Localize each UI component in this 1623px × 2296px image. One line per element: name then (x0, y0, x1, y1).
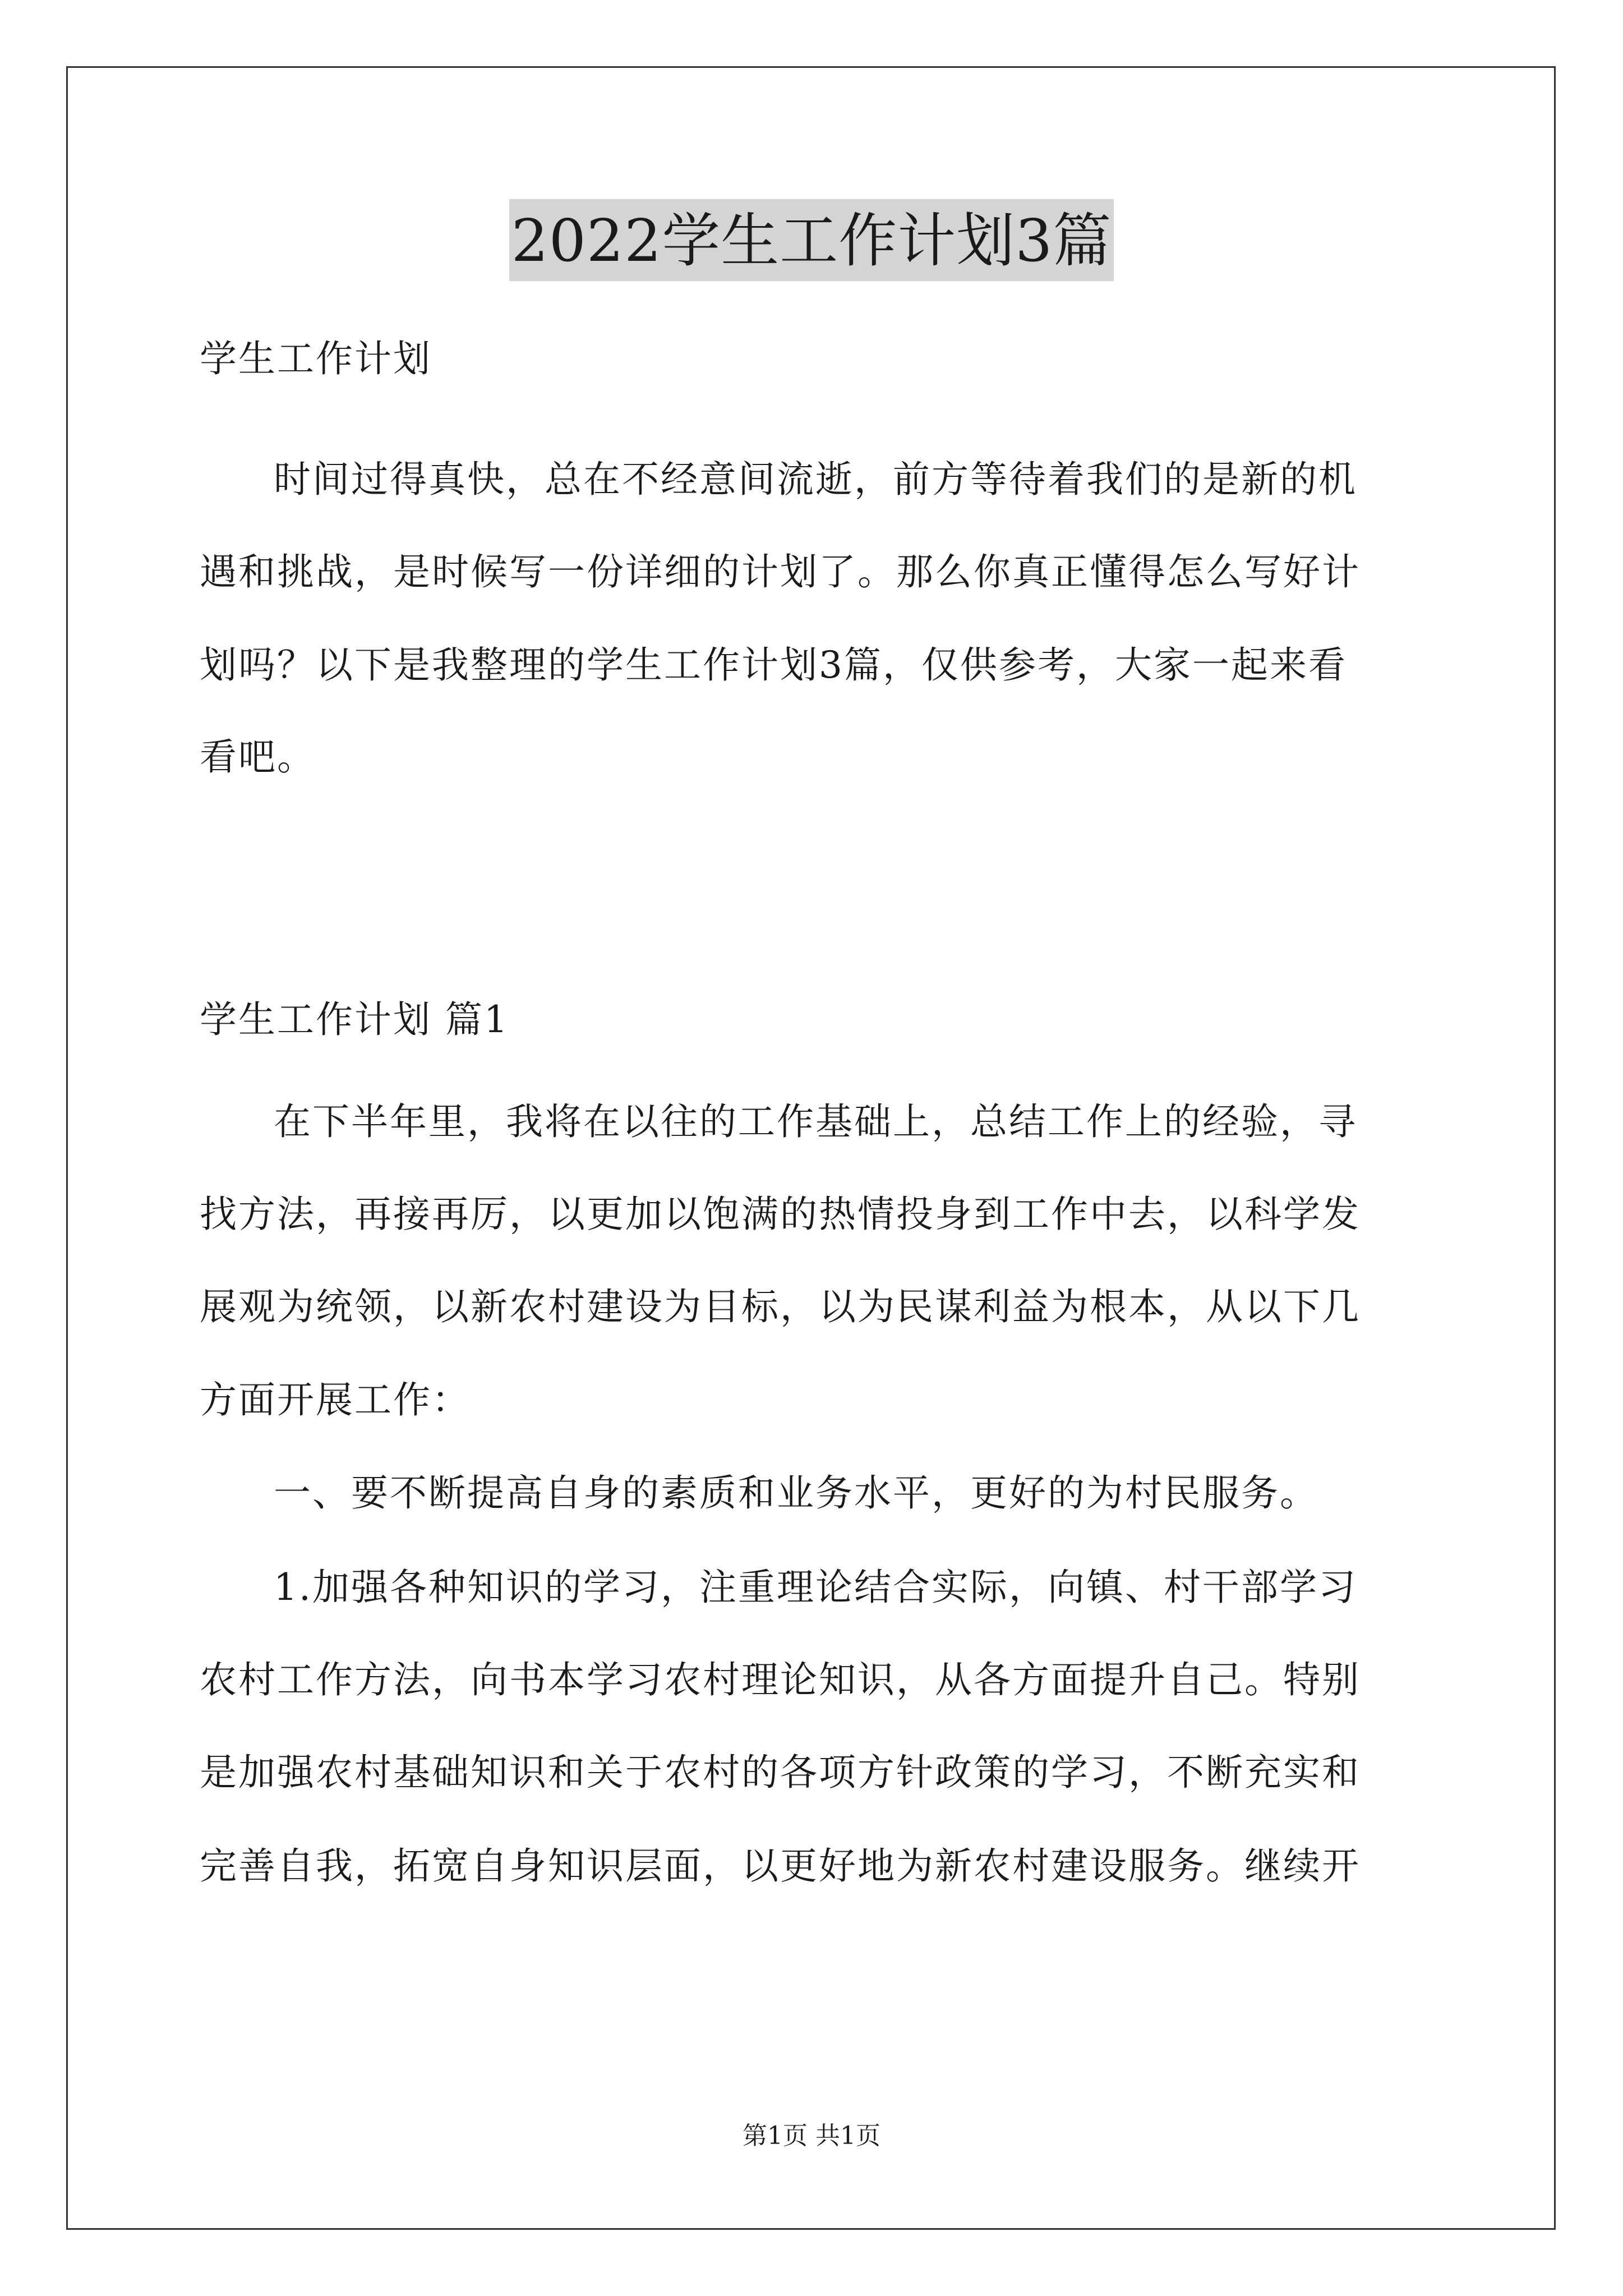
title-wrap (0, 199, 1623, 281)
page-border (66, 66, 1556, 2230)
section-heading: 学生工作计划 篇1 (200, 998, 509, 1041)
paragraph-line: 方面开展工作： (200, 1378, 471, 1421)
paragraph-line: 在下半年里，我将在以往的工作基础上，总结工作上的经验，寻 (274, 1100, 1357, 1143)
paragraph-line: 展观为统领，以新农村建设为目标，以为民谋利益为根本，从以下几 (200, 1285, 1361, 1328)
page-footer: 第1页 共1页 (743, 2122, 880, 2150)
paragraph-line: 时间过得真快，总在不经意间流逝，前方等待着我们的是新的机 (274, 458, 1357, 501)
paragraph-line: 农村工作方法，向书本学习农村理论知识，从各方面提升自己。特别 (200, 1658, 1361, 1701)
document-title: 2022学生工作计划3篇 (509, 199, 1114, 281)
paragraph-line: 一、要不断提高自身的素质和业务水平，更好的为村民服务。 (274, 1471, 1318, 1515)
section-heading: 学生工作计划 (200, 337, 432, 380)
paragraph-line: 找方法，再接再厉，以更加以饱满的热情投身到工作中去，以科学发 (200, 1193, 1361, 1236)
paragraph-line: 是加强农村基础知识和关于农村的各项方针政策的学习，不断充实和 (200, 1751, 1361, 1794)
paragraph-line: 完善自我，拓宽自身知识层面，以更好地为新农村建设服务。继续开 (200, 1844, 1361, 1888)
paragraph-line: 看吧。 (200, 735, 316, 779)
paragraph-line: 1.加强各种知识的学习，注重理论结合实际，向镇、村干部学习 (274, 1566, 1357, 1609)
paragraph-line: 划吗？以下是我整理的学生工作计划3篇，仅供参考，大家一起来看 (200, 643, 1347, 687)
paragraph-line: 遇和挑战，是时候写一份详细的计划了。那么你真正懂得怎么写好计 (200, 550, 1361, 593)
